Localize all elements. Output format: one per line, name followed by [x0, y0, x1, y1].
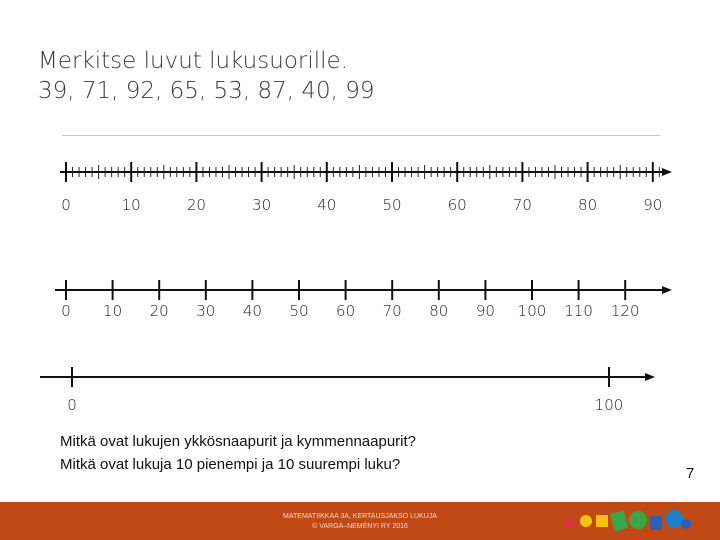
tick-label: 120	[610, 302, 640, 320]
tick-label: 40	[317, 196, 337, 214]
number-line-tens-with-ones	[60, 162, 672, 214]
tick-label: 100	[594, 396, 624, 414]
footer-copyright: © VARGA–NEMÉNYI RY 2016	[312, 523, 408, 530]
tick-label: 70	[512, 196, 532, 214]
tick-label: 90	[643, 196, 663, 214]
page-number: 7	[686, 465, 695, 482]
arrow-head-icon	[645, 373, 655, 381]
footer-bar	[0, 502, 720, 540]
tick-label: 60	[336, 302, 356, 320]
arrow-head-icon	[662, 286, 672, 294]
tick-label: 20	[186, 196, 206, 214]
footer-credits	[250, 512, 470, 532]
tick-label: 70	[382, 302, 402, 320]
tick-label: 90	[475, 302, 495, 320]
tick-label: 30	[252, 196, 272, 214]
tick-label: 50	[382, 196, 402, 214]
tick-label: 110	[564, 302, 593, 320]
tick-label: 80	[429, 302, 449, 320]
tick-label: 0	[67, 396, 77, 414]
colorful-shapes-logo-icon	[556, 504, 696, 538]
question-neighbours: Mitkä ovat lukujen ykkösnaapurit ja kymmennaapurit?	[60, 433, 417, 450]
tick-label: 40	[242, 302, 262, 320]
tick-label: 80	[578, 196, 598, 214]
number-line-0-to-100	[40, 367, 655, 414]
tick-label: 10	[121, 196, 141, 214]
tick-label: 60	[447, 196, 467, 214]
number-line-to-120	[55, 280, 672, 320]
footer-book-title: MATEMATIIKKAA 3A, KERTAUSJAKSO LUKUJA	[283, 513, 437, 520]
tick-label: 50	[289, 302, 309, 320]
tick-label: 0	[61, 196, 71, 214]
title-numbers: 39, 71, 92, 65, 53, 87, 40, 99	[38, 78, 375, 104]
tick-label: 0	[61, 302, 71, 320]
arrow-head-icon	[662, 168, 672, 176]
tick-label: 20	[149, 302, 169, 320]
title-instruction: Merkitse luvut lukusuorille.	[38, 48, 348, 74]
question-text	[60, 430, 416, 476]
tick-label: 100	[517, 302, 547, 320]
question-ten-more-less: Mitkä ovat lukuja 10 pienempi ja 10 suurempi luku?	[60, 456, 401, 473]
tick-label: 30	[196, 302, 216, 320]
tick-label: 10	[103, 302, 123, 320]
